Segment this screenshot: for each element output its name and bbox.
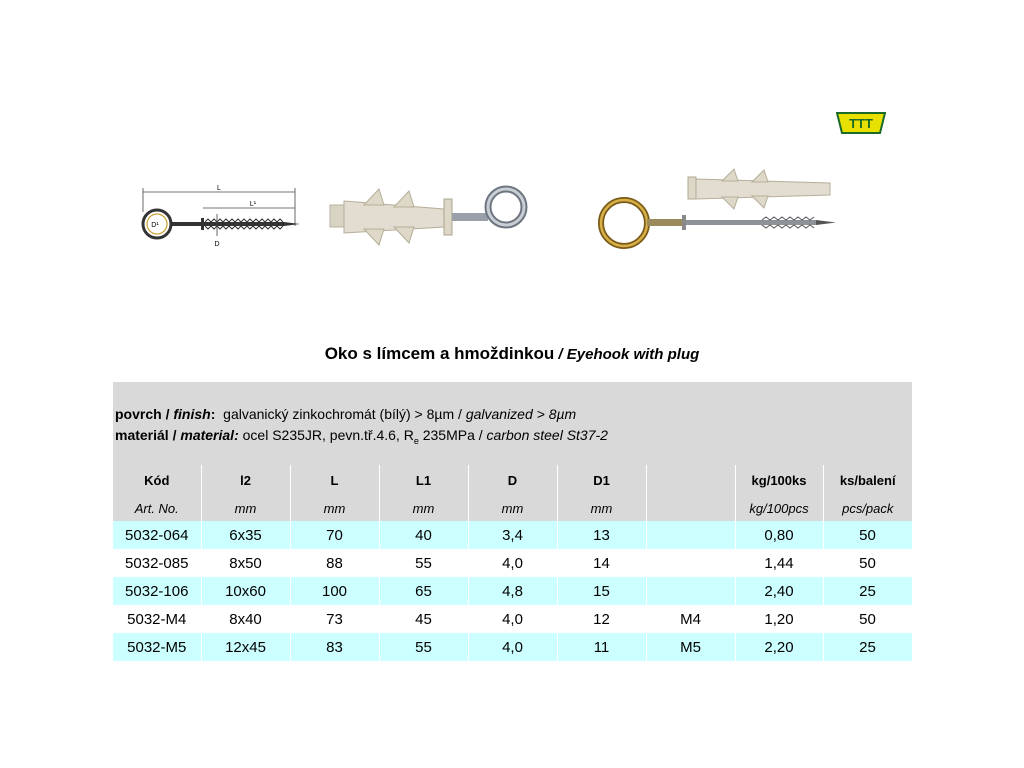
material-value-cz2: 235MPa /: [418, 427, 487, 443]
finish-line: [115, 404, 912, 425]
material-value-cz: ocel S235JR, pevn.tř.4.6, R: [238, 427, 414, 443]
cell: 1,20: [735, 605, 823, 633]
cell: 11: [557, 633, 646, 661]
dim-L-label: L: [217, 185, 221, 192]
col-unit: mm: [290, 495, 379, 521]
cell: 4,0: [468, 633, 557, 661]
finish-label-cz: povrch /: [115, 406, 174, 422]
table-row: [113, 633, 912, 661]
cell: 70: [290, 521, 379, 549]
cell: 88: [290, 549, 379, 577]
table-header-row: [113, 465, 912, 495]
cell: 25: [823, 633, 912, 661]
cell: 12: [557, 605, 646, 633]
table-row: [113, 577, 912, 605]
material-line: [115, 425, 912, 452]
finish-colon: :: [210, 406, 216, 422]
col-header: D: [468, 465, 557, 495]
cell: 6x35: [201, 521, 290, 549]
cell: 0,80: [735, 521, 823, 549]
cell: [646, 521, 735, 549]
technical-drawing: [135, 182, 310, 267]
col-header: l2: [201, 465, 290, 495]
col-unit: [646, 495, 735, 521]
cell: 2,40: [735, 577, 823, 605]
col-unit: kg/100pcs: [735, 495, 823, 521]
cell: 8x50: [201, 549, 290, 577]
material-subscript: e: [413, 435, 419, 446]
col-header: ks/balení: [823, 465, 912, 495]
cell: [646, 549, 735, 577]
col-header: kg/100ks: [735, 465, 823, 495]
product-table: [113, 465, 913, 661]
col-unit: mm: [468, 495, 557, 521]
col-header: L1: [379, 465, 468, 495]
cell: 50: [823, 521, 912, 549]
title-separator: /: [554, 346, 567, 363]
cell: 4,0: [468, 549, 557, 577]
finish-value-en: galvanized > 8µm: [465, 406, 577, 422]
product-figures: [0, 160, 1024, 300]
cell: 10x60: [201, 577, 290, 605]
col-unit: pcs/pack: [823, 495, 912, 521]
cell: 45: [379, 605, 468, 633]
col-header: D1: [557, 465, 646, 495]
title-cz: Oko s límcem a hmoždinkou: [324, 344, 555, 363]
cell: M5: [646, 633, 735, 661]
finish-value-cz: galvanický zinkochromát (bílý) > 8µm /: [215, 406, 466, 422]
cell: 55: [379, 549, 468, 577]
dim-L1-label: L¹: [249, 201, 257, 208]
cell: 4,8: [468, 577, 557, 605]
cell: 4,0: [468, 605, 557, 633]
cell: 5032-M4: [113, 605, 201, 633]
cell: M4: [646, 605, 735, 633]
cell: 13: [557, 521, 646, 549]
cell: 5032-085: [113, 549, 201, 577]
cell: [646, 577, 735, 605]
cell: 5032-064: [113, 521, 201, 549]
cell: 100: [290, 577, 379, 605]
eyehook-with-plug-image: [324, 175, 544, 270]
cell: 8x40: [201, 605, 290, 633]
col-unit: Art. No.: [113, 495, 201, 521]
cell: 83: [290, 633, 379, 661]
dim-D-label: D: [214, 241, 220, 248]
col-header: Kód: [113, 465, 201, 495]
cell: 2,20: [735, 633, 823, 661]
col-unit: mm: [557, 495, 646, 521]
cell: 65: [379, 577, 468, 605]
table-row: [113, 521, 912, 549]
brand-logo: [836, 112, 886, 134]
dim-D1-label: D¹: [151, 222, 159, 229]
cell: 25: [823, 577, 912, 605]
cell: 40: [379, 521, 468, 549]
cell: 14: [557, 549, 646, 577]
table-row: [113, 549, 912, 577]
cell: 12x45: [201, 633, 290, 661]
cell: 5032-106: [113, 577, 201, 605]
col-unit: mm: [379, 495, 468, 521]
title-en: Eyehook with plug: [566, 346, 700, 363]
material-value-en: carbon steel St37-2: [486, 427, 608, 443]
cell: 1,44: [735, 549, 823, 577]
cell: 55: [379, 633, 468, 661]
eyehook-and-plug-image: [592, 165, 842, 260]
table-units-row: [113, 495, 912, 521]
cell: 73: [290, 605, 379, 633]
table-row: [113, 605, 912, 633]
product-title: [0, 344, 1024, 364]
cell: 15: [557, 577, 646, 605]
spec-block: [113, 382, 912, 465]
col-header: L: [290, 465, 379, 495]
cell: 50: [823, 549, 912, 577]
finish-label-en: finish: [173, 406, 211, 422]
material-label-en: material:: [180, 427, 239, 443]
col-header: [646, 465, 735, 495]
cell: 5032-M5: [113, 633, 201, 661]
material-label-cz: materiál /: [115, 427, 181, 443]
col-unit: mm: [201, 495, 290, 521]
cell: 3,4: [468, 521, 557, 549]
cell: 50: [823, 605, 912, 633]
logo-text: TTT: [849, 116, 873, 131]
